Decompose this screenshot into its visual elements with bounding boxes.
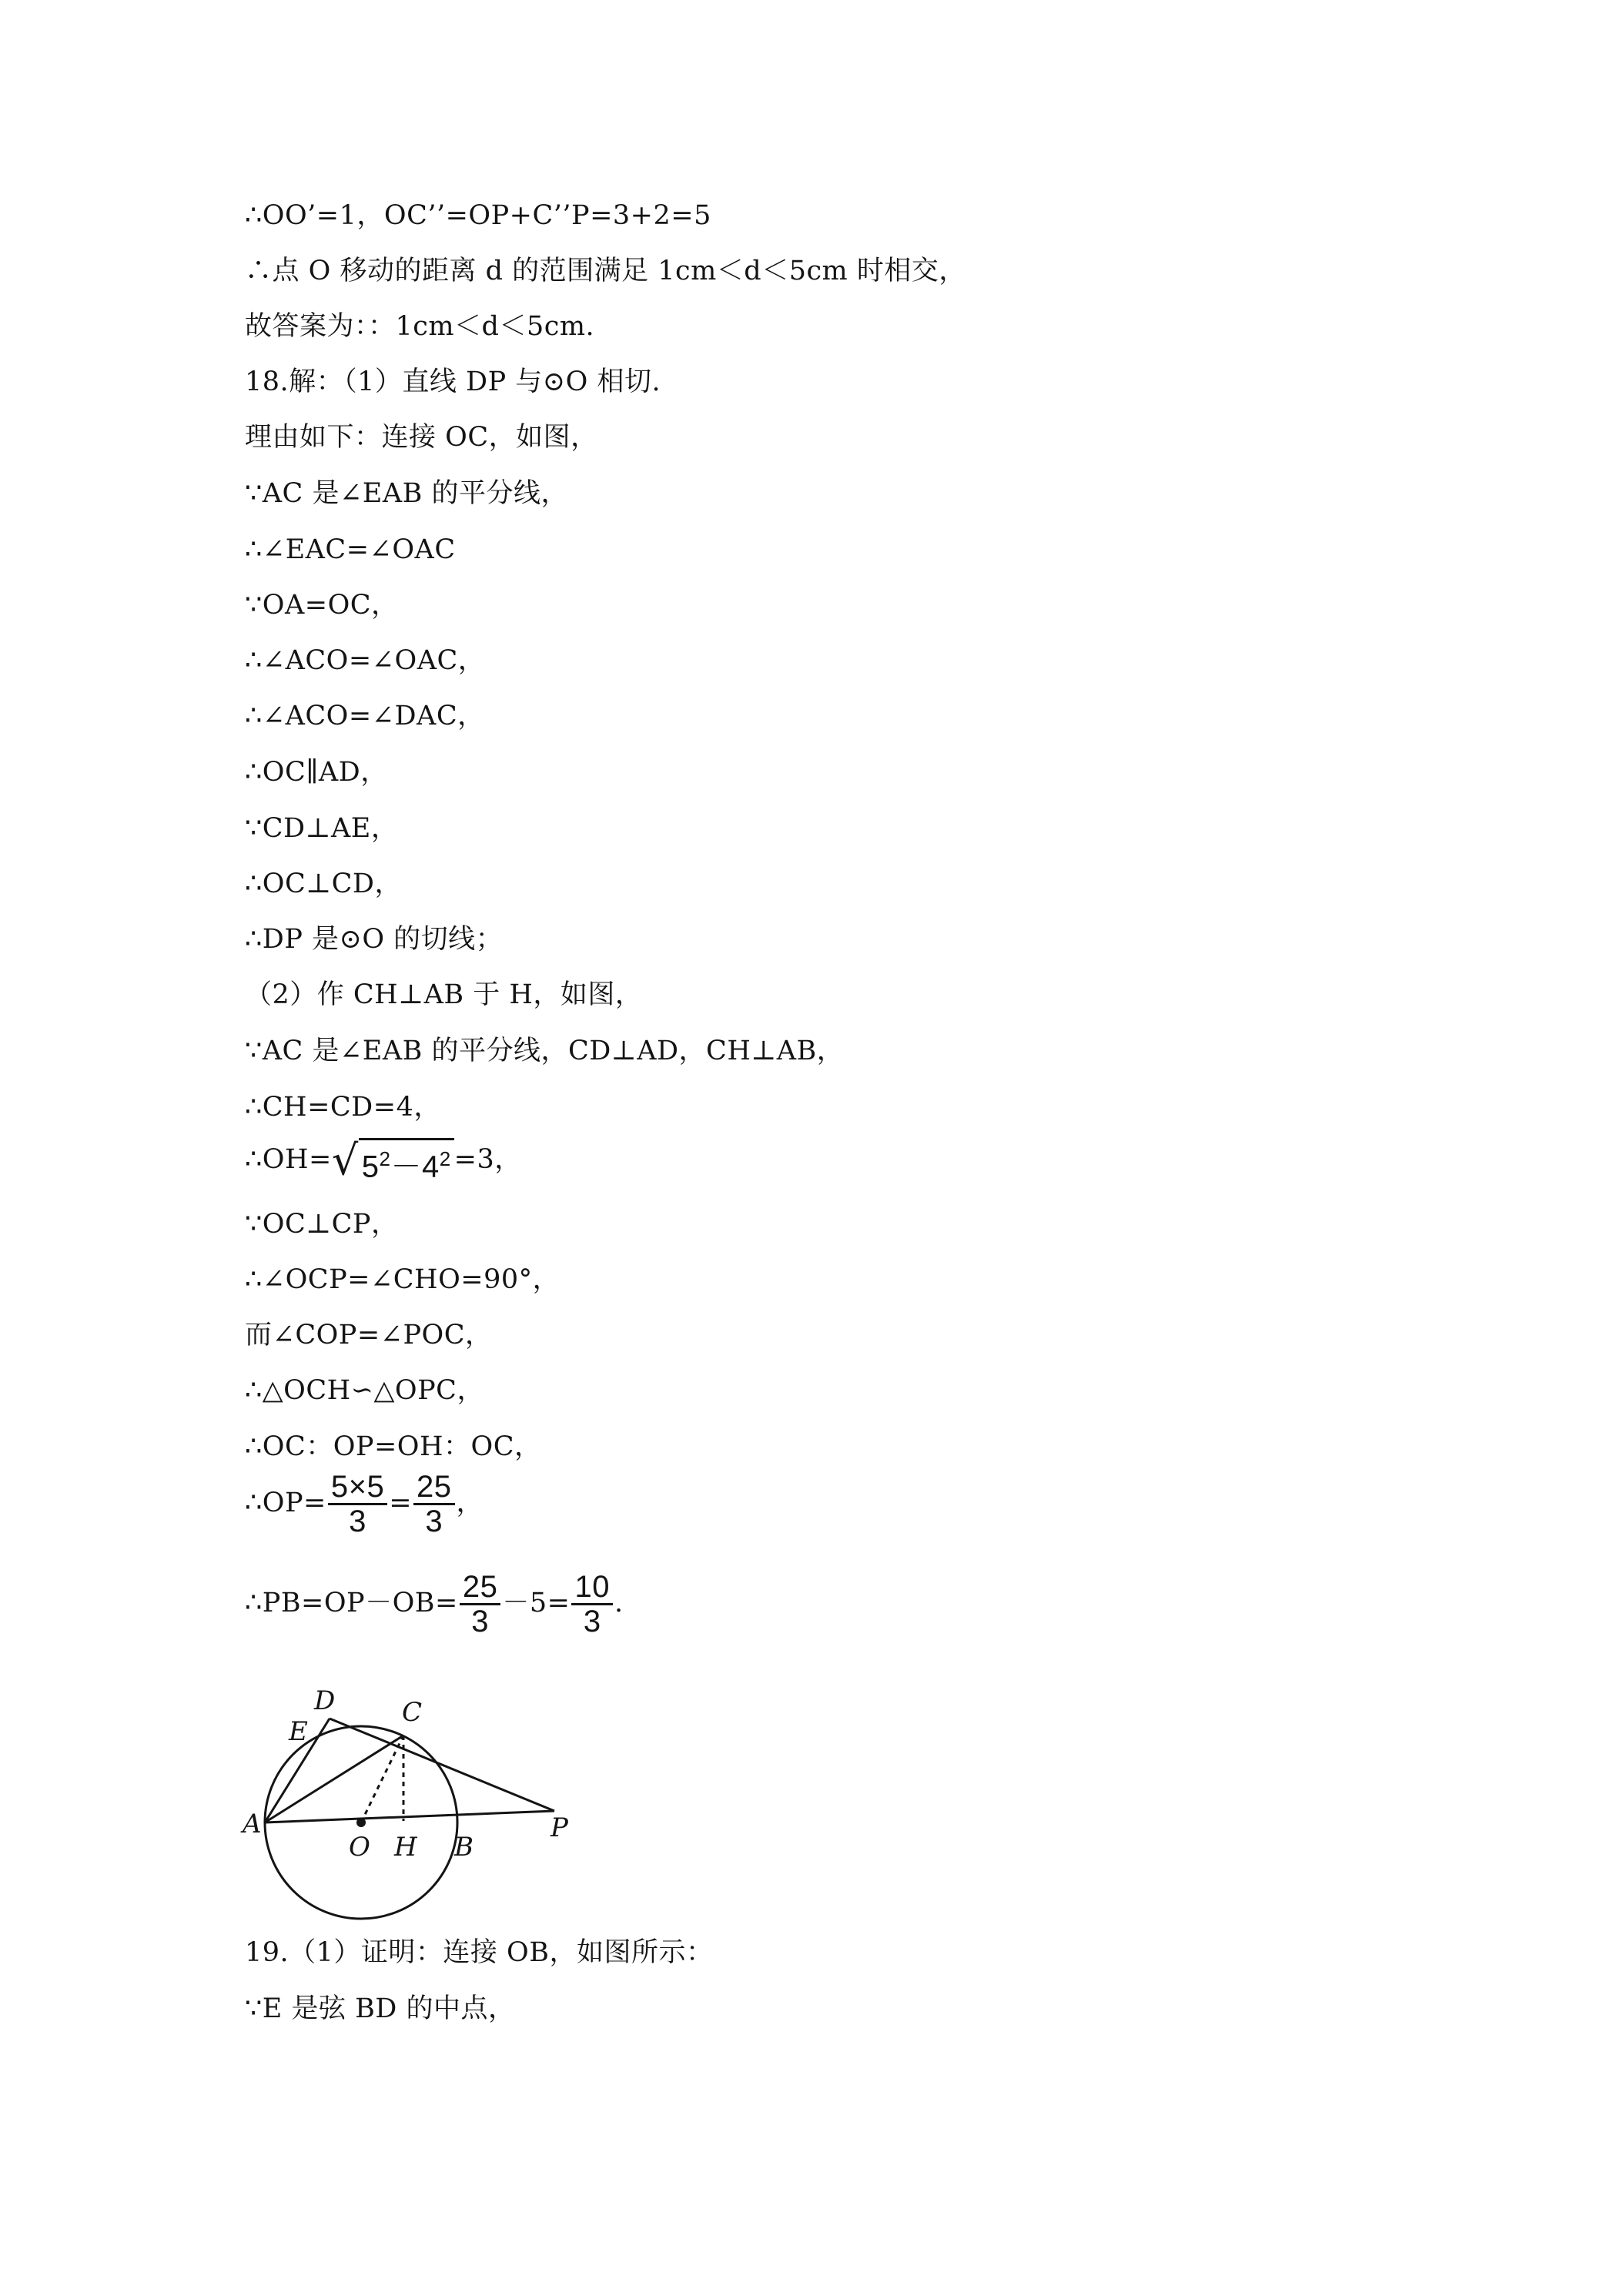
fraction	[460, 1571, 501, 1638]
text-segment: ∴OH=	[245, 1144, 332, 1176]
text-line: ∵E 是弦 BD 的中点，	[245, 1993, 516, 2024]
fraction	[413, 1471, 455, 1538]
text-line-fraction	[245, 1471, 484, 1538]
base-1: 5	[361, 1150, 380, 1184]
text-line: ∴DP 是⊙O 的切线；	[245, 924, 504, 955]
text-line: ∵OA=OC，	[245, 590, 399, 621]
text-line-sqrt	[245, 1138, 522, 1183]
minus-sign: －	[390, 1150, 422, 1184]
text-segment: =	[389, 1488, 413, 1518]
text-line: ∴OC：OP=OH：OC，	[245, 1431, 542, 1462]
text-segment: ∴PB=OP－OB=	[245, 1588, 458, 1618]
label-d: D	[314, 1685, 336, 1716]
line-dp	[330, 1719, 554, 1811]
text-line: 而∠COP=∠POC，	[245, 1320, 493, 1350]
text-line: 故答案为：：1cm＜d＜5cm.	[245, 311, 595, 342]
denominator: 3	[349, 1504, 366, 1538]
text-line: 理由如下：连接 OC，如图，	[245, 422, 598, 453]
label-h: H	[394, 1832, 417, 1863]
text-line: ∴OC⊥CD，	[245, 869, 402, 899]
text-line: ∵AC 是∠EAB 的平分线，	[245, 478, 568, 509]
denominator: 3	[425, 1504, 443, 1538]
text-segment: .	[614, 1588, 624, 1618]
line-ap	[265, 1811, 554, 1822]
label-o: O	[349, 1832, 370, 1863]
radicand	[359, 1138, 454, 1183]
text-line: ∵AC 是∠EAB 的平分线，CD⊥AD，CH⊥AB，	[245, 1036, 845, 1066]
exponent-1: 2	[379, 1147, 391, 1170]
geometry-figure	[235, 1678, 589, 1925]
text-line: ∴CH=CD=4，	[245, 1092, 441, 1123]
text-line: （2）作 CH⊥AB 于 H，如图，	[245, 979, 643, 1010]
text-line: ∴点 O 移动的距离 d 的范围满足 1cm＜d＜5cm 时相交，	[245, 256, 966, 286]
numerator: 25	[413, 1471, 455, 1505]
text-line: ∵CD⊥AE，	[245, 813, 399, 844]
text-segment: ，	[456, 1488, 484, 1518]
label-a: A	[243, 1809, 262, 1839]
numerator: 25	[460, 1571, 501, 1605]
problem-19-heading: 19.（1）证明：连接 OB，如图所示：	[245, 1937, 714, 1968]
fraction	[328, 1471, 387, 1538]
text-line: ∵OC⊥CP，	[245, 1209, 399, 1240]
text-line-fraction	[245, 1571, 624, 1638]
radical-sign-icon: √	[331, 1136, 359, 1185]
label-b: B	[454, 1832, 474, 1863]
fraction	[571, 1571, 613, 1638]
label-c: C	[402, 1697, 423, 1728]
label-e: E	[289, 1716, 308, 1747]
exponent-2: 2	[439, 1147, 451, 1170]
numerator: 5×5	[328, 1471, 387, 1505]
label-p: P	[550, 1812, 568, 1843]
text-line: ∴∠OCP=∠CHO=90°，	[245, 1264, 561, 1295]
base-2: 4	[421, 1150, 440, 1184]
text-segment: ∴OP=	[245, 1488, 326, 1518]
text-segment: =3，	[453, 1144, 522, 1176]
text-line: ∴△OCH∽△OPC，	[245, 1375, 484, 1406]
text-segment: －5=	[502, 1588, 571, 1618]
problem-18-heading: 18.解：（1）直线 DP 与⊙O 相切.	[245, 366, 661, 397]
numerator: 10	[571, 1571, 613, 1605]
text-line: ∴∠ACO=∠DAC，	[245, 701, 485, 731]
center-point	[356, 1818, 366, 1827]
text-line: ∴OC∥AD，	[245, 757, 388, 788]
text-line: ∴OO’=1，OC’’=OP+C’’P=3+2=5	[245, 200, 711, 231]
text-line: ∴∠ACO=∠OAC，	[245, 645, 486, 676]
denominator: 3	[471, 1605, 489, 1638]
square-root	[332, 1138, 454, 1183]
denominator: 3	[583, 1605, 601, 1638]
text-line: ∴∠EAC=∠OAC	[245, 534, 456, 565]
